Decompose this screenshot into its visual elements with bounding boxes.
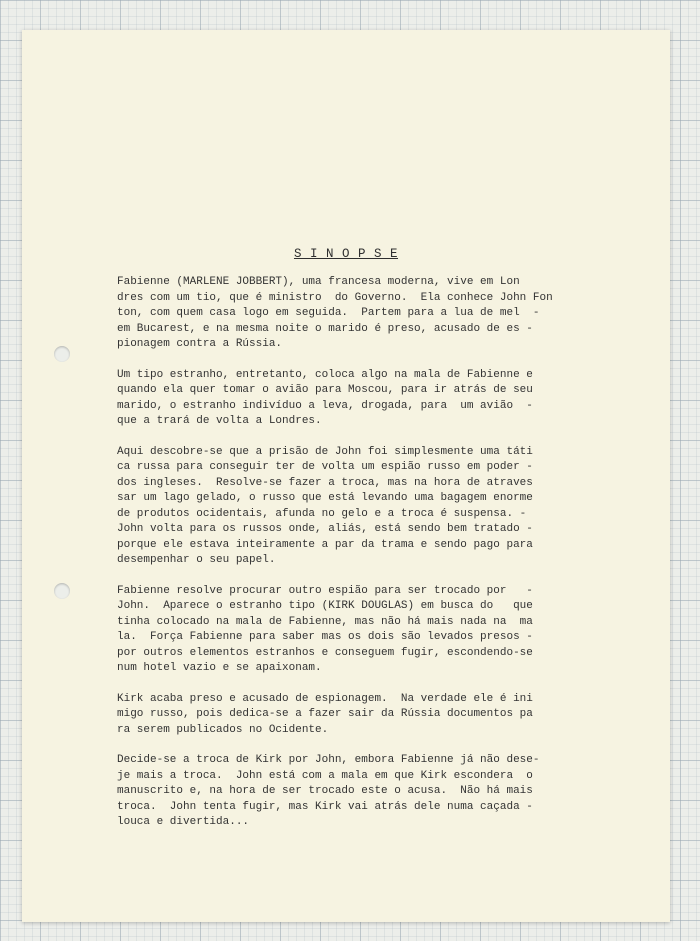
text-line: la. Força Fabienne para saber mas os dois são levados presos - [117, 631, 533, 643]
text-line: Kirk acaba preso e acusado de espionagem. Na verdade ele é ini [117, 692, 533, 705]
document-body [117, 275, 637, 846]
text-line: de produtos ocidentais, afunda no gelo e a troca é suspensa. - [117, 507, 527, 520]
document-page [22, 30, 670, 922]
text-line: dos ingleses. Resolve-se fazer a troca, mas na hora de atraves [117, 476, 533, 489]
text-line: quando ela quer tomar o avião para Moscou, para ir atrás de seu [117, 384, 533, 396]
text-line: porque ele estava inteiramente a par da trama e sendo pago para [117, 538, 533, 551]
text-line: sar um lago gelado, o russo que está levando uma bagagem enorme [117, 492, 533, 504]
text-line: manuscrito e, na hora de ser trocado este o acusa. Não há mais [117, 785, 533, 797]
text-line: por outros elementos estranhos e conseguem fugir, escondendo-se [117, 646, 533, 659]
punch-hole-top [54, 346, 70, 362]
text-line: John volta para os russos onde, aliás, está sendo bem tratado - [117, 523, 533, 535]
document-title: S I N O P S E [293, 247, 399, 261]
text-line: em Bucarest, e na mesma noite o marido é preso, acusado de es - [117, 322, 533, 335]
text-line: Fabienne (MARLENE JOBBERT), uma francesa moderna, vive em Lon [117, 276, 520, 288]
text-line: John. Aparece o estranho tipo (KIRK DOUGLAS) em busca do que [117, 600, 533, 612]
text-line: dres com um tio, que é ministro do Governo. Ela conhece John Fon [117, 291, 553, 304]
text-line: num hotel vazio e se apaixonam. [117, 662, 322, 674]
text-line: ra serem publicados no Ocidente. [117, 723, 329, 736]
paragraph [117, 275, 637, 353]
text-line: ca russa para conseguir ter de volta um espião russo em poder - [117, 461, 533, 473]
text-line: Fabienne resolve procurar outro espião para ser trocado por - [117, 584, 533, 597]
text-line: pionagem contra a Rússia. [117, 338, 283, 350]
paragraph [117, 368, 637, 430]
text-line: migo russo, pois dedica-se a fazer sair da Rússia documentos pa [117, 708, 533, 720]
paragraph [117, 692, 637, 739]
text-line: ton, com quem casa logo em seguida. Partem para a lua de mel - [117, 307, 540, 319]
paragraph [117, 445, 637, 569]
text-line: je mais a troca. John está com a mala em que Kirk escondera o [117, 769, 533, 782]
text-line: troca. John tenta fugir, mas Kirk vai atrás dele numa caçada - [117, 800, 533, 813]
text-line: louca e divertida... [117, 816, 250, 828]
text-line: Um tipo estranho, entretanto, coloca algo na mala de Fabienne e [117, 368, 533, 381]
text-line: que a trará de volta a Londres. [117, 415, 322, 427]
punch-hole-bottom [54, 583, 70, 599]
text-line: Aqui descobre-se que a prisão de John foi simplesmente uma táti [117, 445, 533, 458]
paragraph [117, 584, 637, 677]
text-line: desempenhar o seu papel. [117, 554, 276, 566]
text-line: tinha colocado na mala de Fabienne, mas não há mais nada na ma [117, 615, 533, 628]
text-line: Decide-se a troca de Kirk por John, embora Fabienne já não dese- [117, 754, 540, 766]
paragraph [117, 753, 637, 831]
text-line: marido, o estranho indivíduo a leva, drogada, para um avião - [117, 399, 533, 412]
